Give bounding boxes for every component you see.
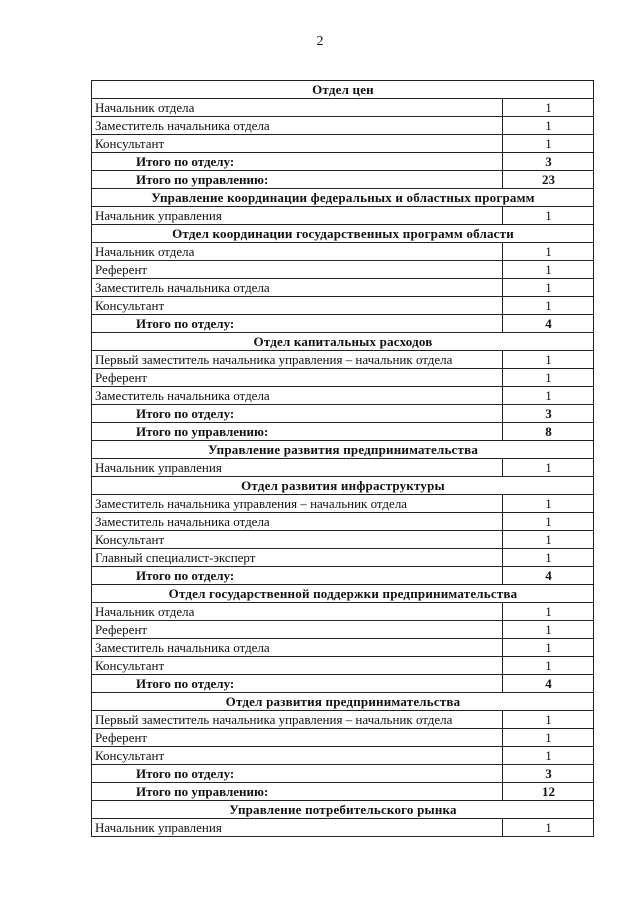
staffing-table	[91, 80, 594, 837]
position-name: Референт	[92, 261, 503, 279]
position-row	[92, 711, 594, 729]
position-name: Первый заместитель начальника управления – начальник отдела	[92, 351, 503, 369]
total-row	[92, 567, 594, 585]
position-name: Заместитель начальника отдела	[92, 387, 503, 405]
total-row	[92, 765, 594, 783]
position-row	[92, 459, 594, 477]
section-title: Управление развития предпринимательства	[92, 441, 594, 459]
position-name: Заместитель начальника отдела	[92, 513, 503, 531]
position-row	[92, 243, 594, 261]
position-count: 1	[503, 99, 594, 117]
section-title: Управление координации федеральных и областных программ	[92, 189, 594, 207]
position-name: Референт	[92, 369, 503, 387]
section-header-row	[92, 585, 594, 603]
position-count: 1	[503, 495, 594, 513]
position-row	[92, 729, 594, 747]
section-header-row	[92, 225, 594, 243]
section-header-row	[92, 81, 594, 99]
position-count: 1	[503, 603, 594, 621]
total-count: 4	[503, 567, 594, 585]
total-label: Итого по управлению:	[92, 423, 503, 441]
position-name: Референт	[92, 729, 503, 747]
position-row	[92, 135, 594, 153]
position-count: 1	[503, 711, 594, 729]
total-label: Итого по отделу:	[92, 567, 503, 585]
total-row	[92, 171, 594, 189]
position-count: 1	[503, 243, 594, 261]
position-count: 1	[503, 639, 594, 657]
position-row	[92, 819, 594, 837]
section-title: Отдел государственной поддержки предпринимательства	[92, 585, 594, 603]
position-count: 1	[503, 657, 594, 675]
position-name: Консультант	[92, 657, 503, 675]
position-row	[92, 549, 594, 567]
position-row	[92, 369, 594, 387]
total-label: Итого по отделу:	[92, 765, 503, 783]
position-count: 1	[503, 621, 594, 639]
position-count: 1	[503, 369, 594, 387]
position-count: 1	[503, 513, 594, 531]
position-row	[92, 117, 594, 135]
section-header-row	[92, 189, 594, 207]
position-count: 1	[503, 261, 594, 279]
section-header-row	[92, 801, 594, 819]
position-count: 1	[503, 459, 594, 477]
position-name: Начальник отдела	[92, 99, 503, 117]
section-header-row	[92, 441, 594, 459]
total-count: 3	[503, 153, 594, 171]
position-row	[92, 603, 594, 621]
position-name: Консультант	[92, 747, 503, 765]
position-name: Консультант	[92, 297, 503, 315]
staffing-table-body	[92, 81, 594, 837]
total-count: 4	[503, 315, 594, 333]
section-header-row	[92, 333, 594, 351]
section-title: Отдел цен	[92, 81, 594, 99]
total-label: Итого по отделу:	[92, 315, 503, 333]
section-header-row	[92, 477, 594, 495]
position-count: 1	[503, 549, 594, 567]
position-name: Референт	[92, 621, 503, 639]
total-count: 3	[503, 405, 594, 423]
section-title: Отдел развития предпринимательства	[92, 693, 594, 711]
position-name: Первый заместитель начальника управления – начальник отдела	[92, 711, 503, 729]
position-count: 1	[503, 387, 594, 405]
position-count: 1	[503, 747, 594, 765]
position-name: Заместитель начальника отдела	[92, 639, 503, 657]
total-label: Итого по управлению:	[92, 783, 503, 801]
section-title: Отдел капитальных расходов	[92, 333, 594, 351]
position-row	[92, 387, 594, 405]
total-count: 3	[503, 765, 594, 783]
position-count: 1	[503, 729, 594, 747]
page-number: 2	[316, 34, 324, 49]
position-row	[92, 495, 594, 513]
position-name: Заместитель начальника отдела	[92, 117, 503, 135]
total-count: 12	[503, 783, 594, 801]
section-header-row	[92, 693, 594, 711]
total-count: 23	[503, 171, 594, 189]
position-count: 1	[503, 819, 594, 837]
total-label: Итого по отделу:	[92, 405, 503, 423]
position-name: Начальник управления	[92, 819, 503, 837]
position-row	[92, 657, 594, 675]
position-name: Начальник управления	[92, 207, 503, 225]
total-count: 8	[503, 423, 594, 441]
position-name: Заместитель начальника управления – начальник отдела	[92, 495, 503, 513]
section-title: Отдел координации государственных программ области	[92, 225, 594, 243]
total-row	[92, 405, 594, 423]
position-count: 1	[503, 297, 594, 315]
section-title: Отдел развития инфраструктуры	[92, 477, 594, 495]
position-row	[92, 279, 594, 297]
total-row	[92, 153, 594, 171]
position-row	[92, 513, 594, 531]
position-row	[92, 207, 594, 225]
position-row	[92, 531, 594, 549]
section-title: Управление потребительского рынка	[92, 801, 594, 819]
position-count: 1	[503, 135, 594, 153]
total-label: Итого по отделу:	[92, 153, 503, 171]
total-row	[92, 423, 594, 441]
total-label: Итого по отделу:	[92, 675, 503, 693]
total-row	[92, 315, 594, 333]
position-name: Начальник управления	[92, 459, 503, 477]
position-count: 1	[503, 207, 594, 225]
position-row	[92, 747, 594, 765]
position-count: 1	[503, 279, 594, 297]
position-row	[92, 261, 594, 279]
total-label: Итого по управлению:	[92, 171, 503, 189]
position-name: Начальник отдела	[92, 603, 503, 621]
position-row	[92, 99, 594, 117]
total-count: 4	[503, 675, 594, 693]
position-count: 1	[503, 351, 594, 369]
position-name: Заместитель начальника отдела	[92, 279, 503, 297]
position-row	[92, 621, 594, 639]
position-name: Начальник отдела	[92, 243, 503, 261]
position-row	[92, 297, 594, 315]
position-name: Консультант	[92, 135, 503, 153]
total-row	[92, 675, 594, 693]
position-count: 1	[503, 117, 594, 135]
position-count: 1	[503, 531, 594, 549]
position-row	[92, 639, 594, 657]
position-name: Главный специалист-эксперт	[92, 549, 503, 567]
position-row	[92, 351, 594, 369]
position-name: Консультант	[92, 531, 503, 549]
total-row	[92, 783, 594, 801]
